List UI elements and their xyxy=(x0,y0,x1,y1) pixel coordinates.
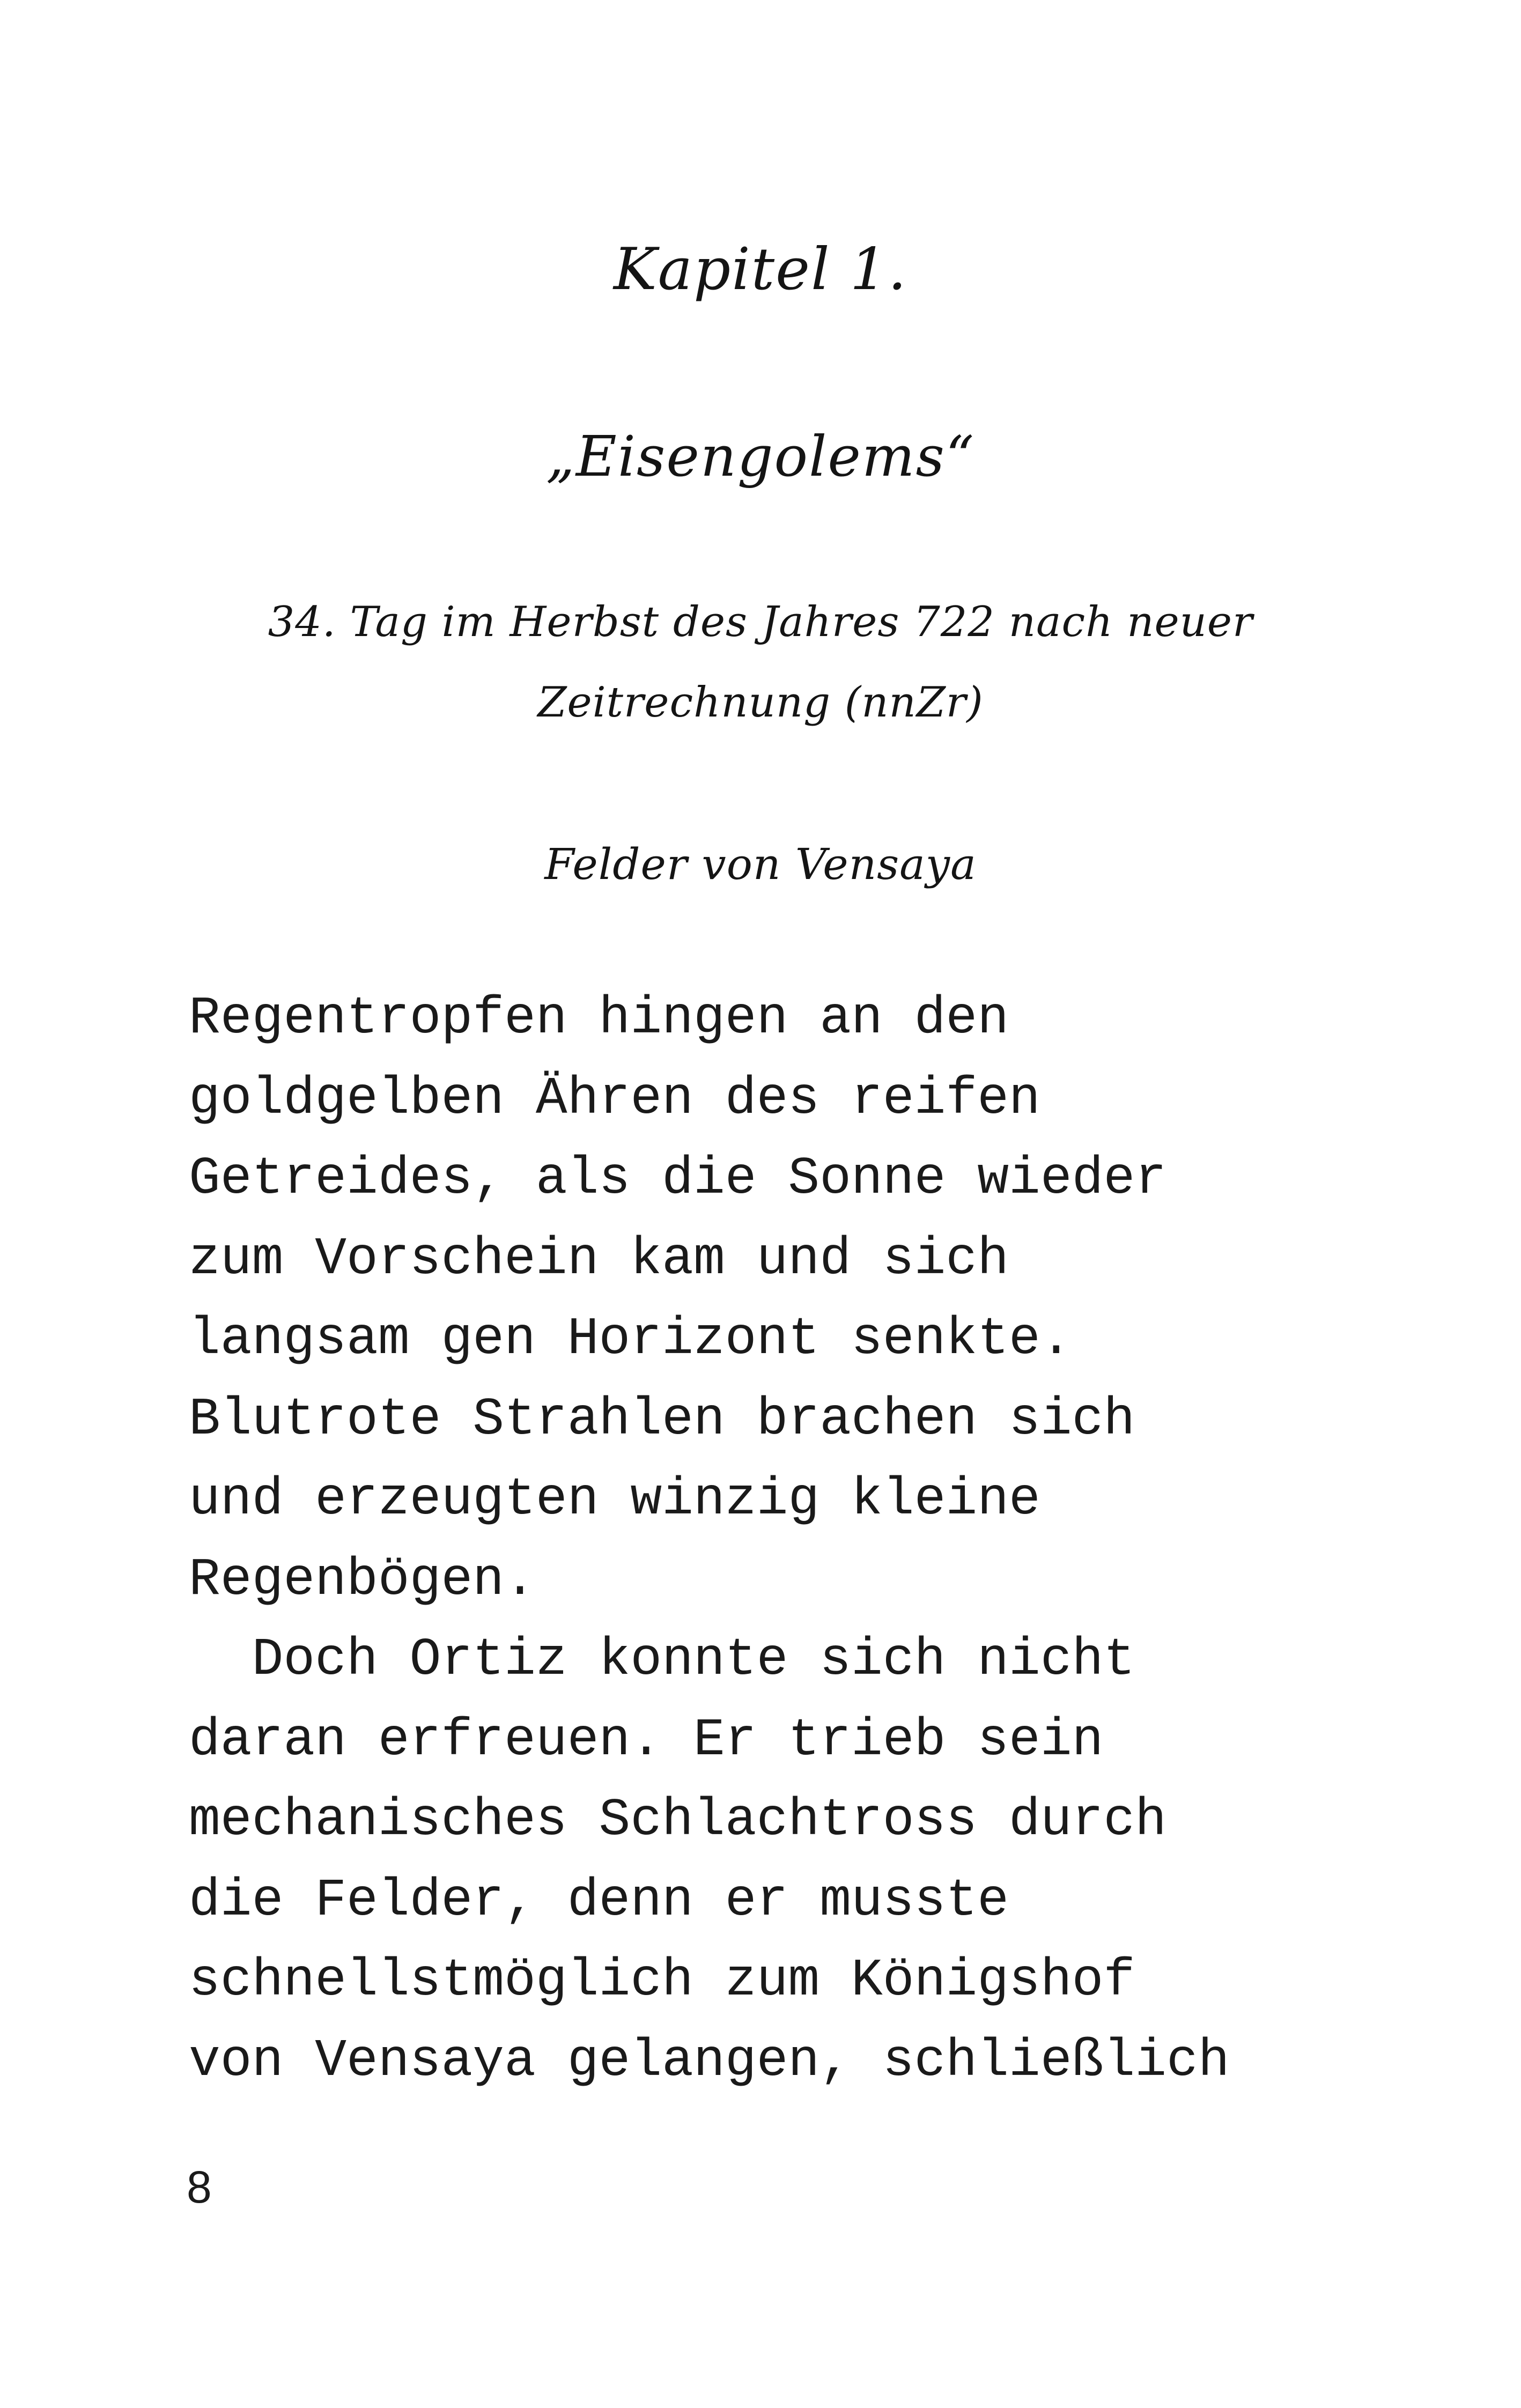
body-line: schnellstmöglich zum Königshof xyxy=(189,1951,1135,2011)
body-line: Blutrote Strahlen brachen sich xyxy=(189,1390,1135,1450)
body-line: Doch Ortiz konnte sich nicht xyxy=(189,1630,1135,1690)
date-line-1: 34. Tag im Herbst des Jahres 722 nach neuer xyxy=(268,598,1253,646)
body-line: Regenbögen. xyxy=(189,1550,536,1610)
body-line: daran erfreuen. Er trieb sein xyxy=(189,1710,1104,1770)
chapter-title: Kapitel 1. xyxy=(614,236,907,303)
body-line: von Vensaya gelangen, schließlich xyxy=(189,2031,1230,2091)
date-line-2: Zeitrechnung (nnZr) xyxy=(537,678,984,727)
location-heading: Felder von Vensaya xyxy=(544,839,977,889)
body-line: Getreides, als die Sonne wieder xyxy=(189,1149,1167,1209)
body-text xyxy=(189,979,1487,2101)
body-line: goldgelben Ähren des reifen xyxy=(189,1069,1040,1129)
body-line: zum Vorschein kam und sich xyxy=(189,1229,1009,1289)
page-number: 8 xyxy=(187,2162,212,2212)
body-line: und erzeugten winzig kleine xyxy=(189,1470,1040,1530)
body-line: die Felder, denn er musste xyxy=(189,1871,1009,1931)
body-line: mechanisches Schlachtross durch xyxy=(189,1791,1167,1850)
chapter-subtitle: „Eisengolems“ xyxy=(545,424,976,489)
body-line: Regentropfen hingen an den xyxy=(189,989,1009,1048)
body-line: langsam gen Horizont senkte. xyxy=(189,1310,1072,1369)
